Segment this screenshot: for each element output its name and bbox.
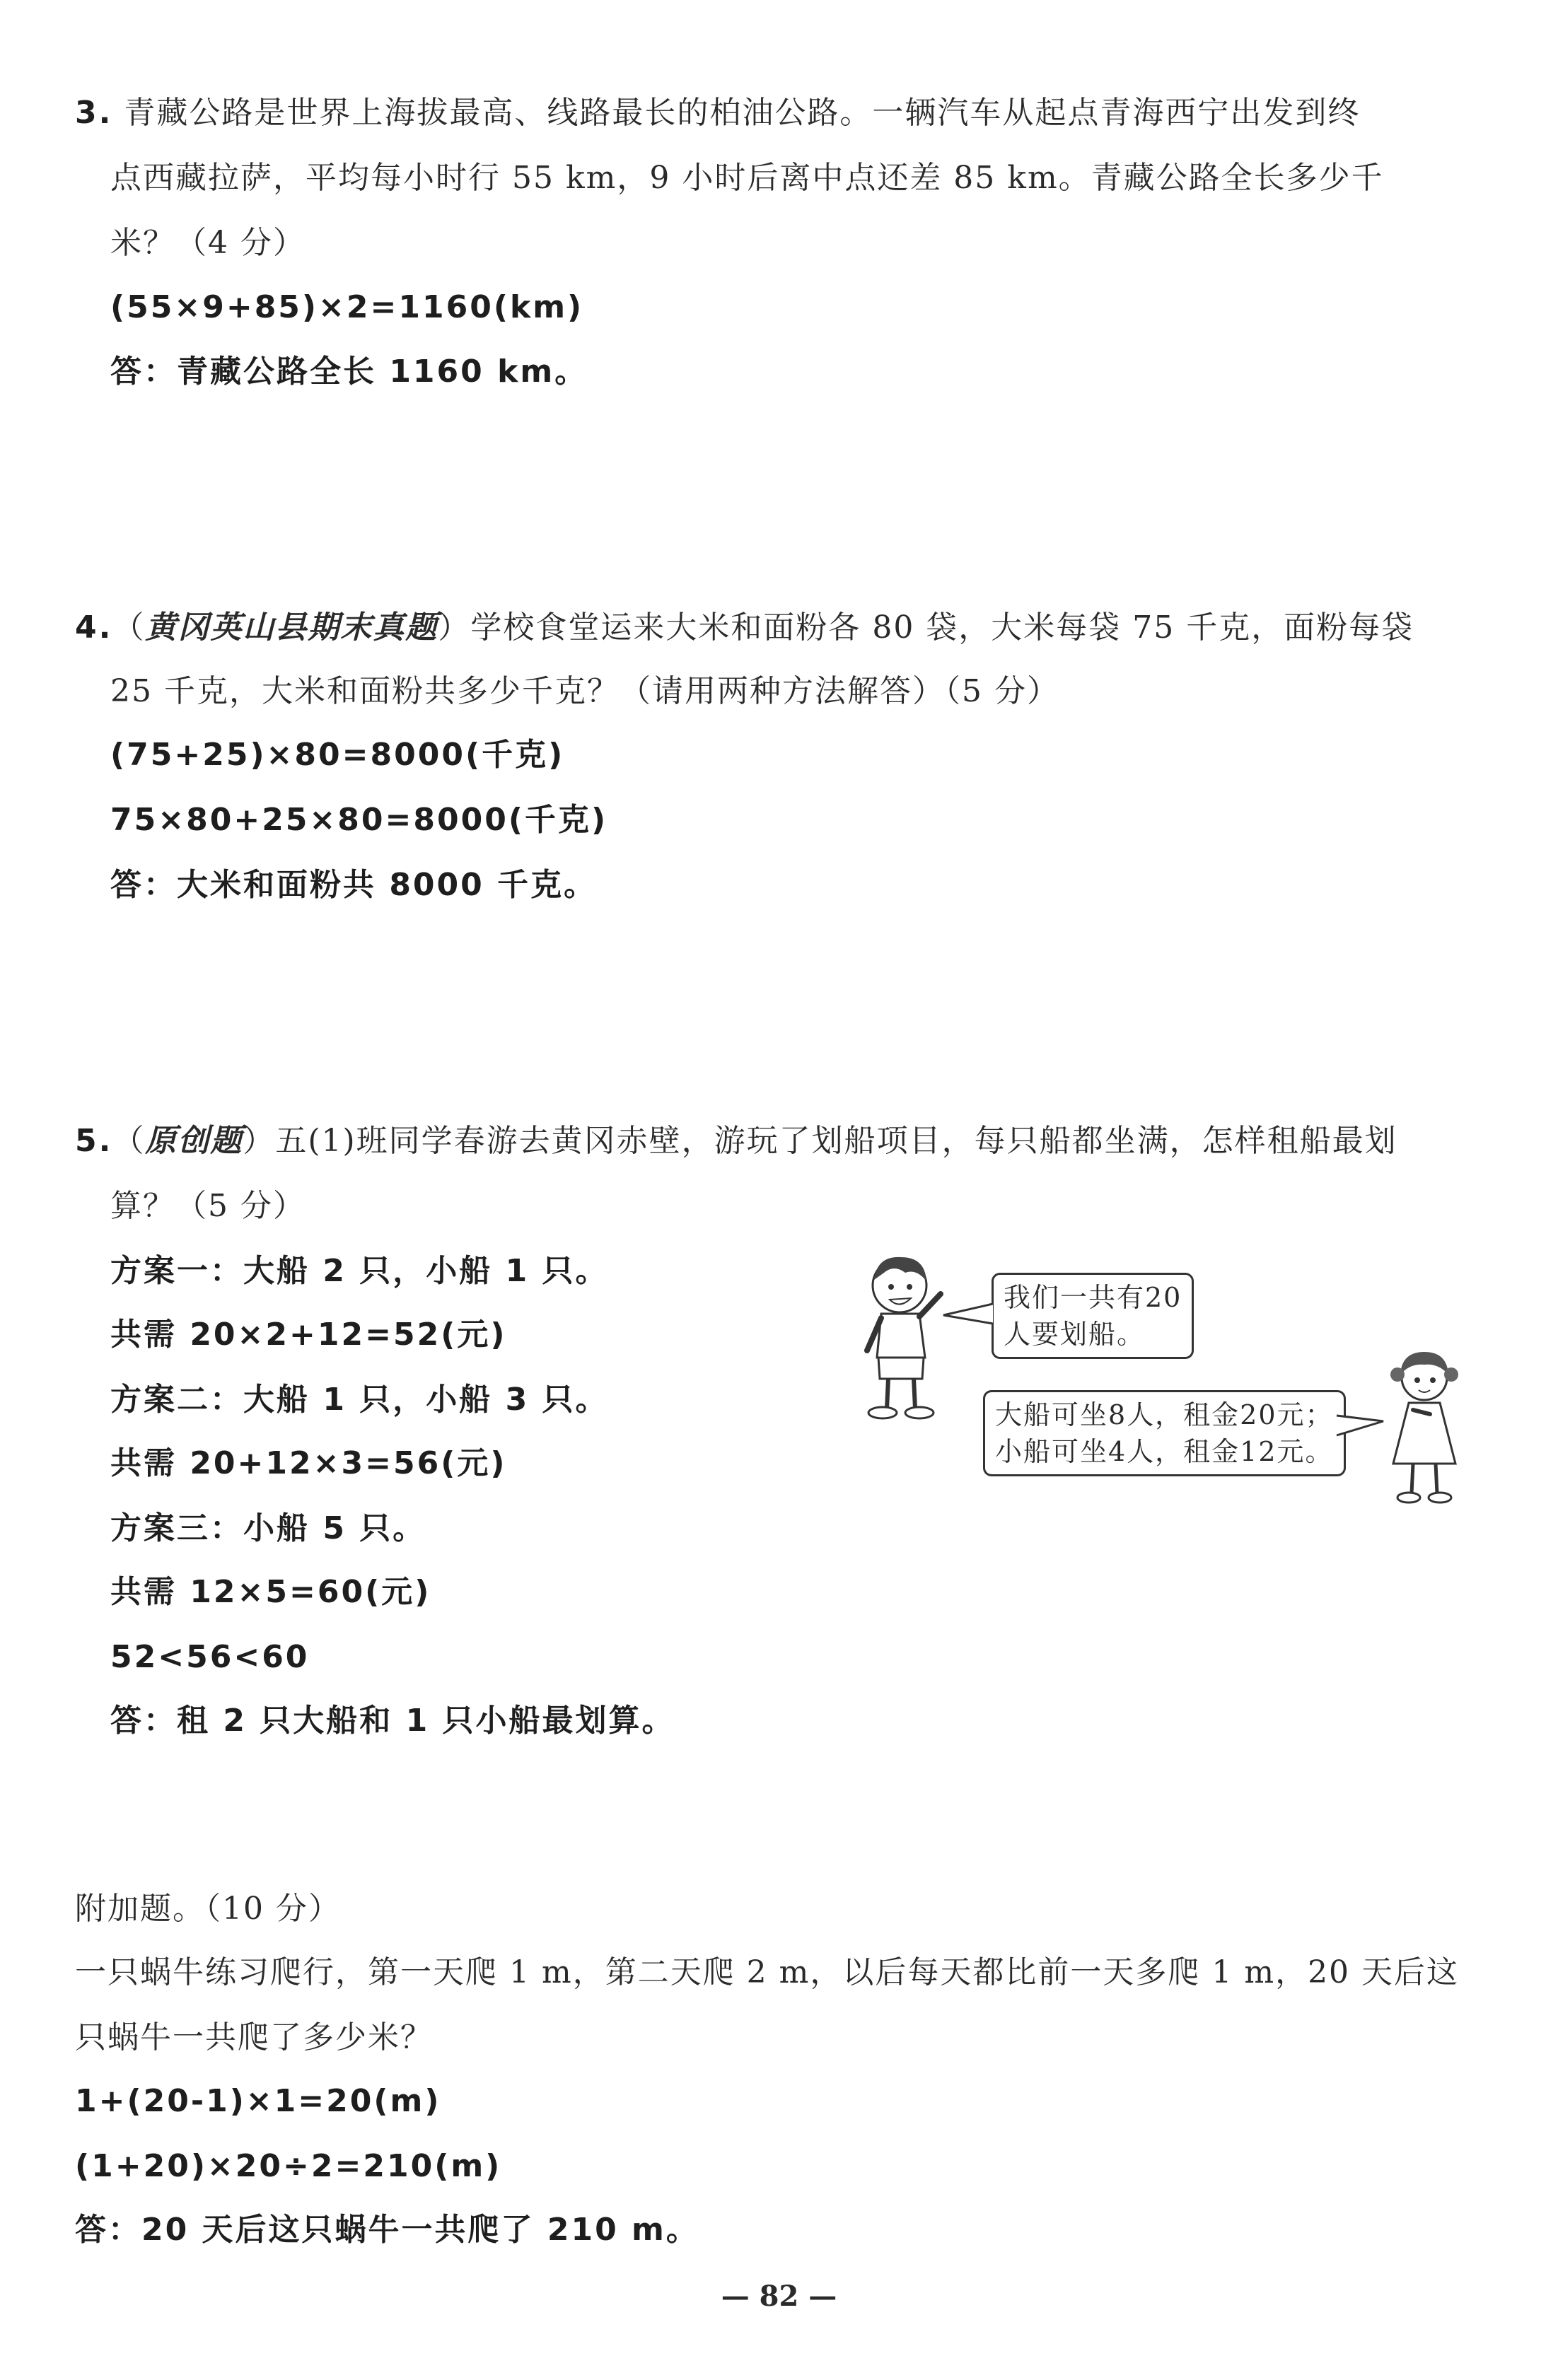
bonus-calculation-1: 1+(20-1)×1=20(m) — [75, 2083, 441, 2119]
q3-calculation: (55×9+85)×2=1160(km) — [110, 289, 584, 325]
q4-number: 4. — [75, 609, 113, 646]
q3-answer: 答：青藏公路全长 1160 km。 — [110, 354, 588, 390]
q5-plan-2: 方案二：大船 1 只，小船 3 只。 — [110, 1382, 609, 1418]
q4-text-line1: 学校食堂运来大米和面粉各 80 袋，大米每袋 75 千克，面粉每袋 — [470, 609, 1414, 646]
q3-number: 3. — [75, 95, 113, 131]
q4-text-line2: 25 千克，大米和面粉共多少千克？（请用两种方法解答）（5 分） — [110, 673, 1059, 709]
q3-text-line1: 青藏公路是世界上海拔最高、线路最长的柏油公路。一辆汽车从起点青海西宁出发到终 — [124, 95, 1361, 131]
boy-illustration — [849, 1252, 955, 1428]
q3-line1 — [75, 92, 1360, 134]
bonus-answer: 答：20 天后这只蜗牛一共爬了 210 m。 — [75, 2212, 699, 2248]
q5-calculation-2: 共需 20+12×3=56(元) — [110, 1445, 507, 1481]
girl-bubble-line2: 小船可坐4人，租金12元。 — [995, 1436, 1334, 1467]
boy-bubble-line1: 我们一共有20 — [1004, 1282, 1182, 1313]
girl-bubble-line1: 大船可坐8人，租金20元； — [995, 1399, 1334, 1430]
q5-plan-3: 方案三：小船 5 只。 — [110, 1510, 426, 1546]
bonus-text-line2: 只蜗牛一共爬了多少米？ — [75, 2019, 433, 2055]
q3-text-line2: 点西藏拉萨，平均每小时行 55 km，9 小时后离中点还差 85 km。青藏公路全长多少千 — [110, 160, 1384, 196]
boy-bubble-tail — [942, 1300, 994, 1328]
q5-comparison: 52<56<60 — [110, 1639, 310, 1675]
q4-calculation-1: (75+25)×80=8000(千克) — [110, 737, 565, 773]
girl-illustration — [1379, 1343, 1471, 1513]
q5-answer: 答：租 2 只大船和 1 只小船最划算。 — [110, 1703, 675, 1739]
q5-source-tag: 原创题 — [145, 1123, 243, 1159]
bonus-calculation-2: (1+20)×20÷2=210(m) — [75, 2148, 502, 2184]
q5-plan-1: 方案一：大船 2 只，小船 1 只。 — [110, 1253, 609, 1289]
bonus-text-line1: 一只蜗牛练习爬行，第一天爬 1 m，第二天爬 2 m，以后每天都比前一天多爬 1 m，20 天后这 — [75, 1954, 1460, 1990]
q4-line1: 4.（黄冈英山县期末真题）学校食堂运来大米和面粉各 80 袋，大米每袋 75 千克，面粉每袋 — [75, 609, 1414, 646]
q5-line1: 5.（原创题）五(1)班同学春游去黄冈赤壁，游玩了划船项目，每只船都坐满，怎样租船最划 — [75, 1123, 1397, 1159]
q4-source-tag: 黄冈英山县期末真题 — [145, 609, 438, 646]
q5-text-line2: 算？（5 分） — [110, 1188, 306, 1224]
q5-text-line1: 五(1)班同学春游去黄冈赤壁，游玩了划船项目，每只船都坐满，怎样租船最划 — [275, 1123, 1397, 1159]
q5-calculation-3: 共需 12×5=60(元) — [110, 1574, 431, 1610]
q5-number: 5. — [75, 1123, 113, 1159]
page-number: — 82 — — [721, 2280, 837, 2313]
boy-bubble-line2: 人要划船。 — [1004, 1319, 1146, 1350]
bonus-title: 附加题。（10 分） — [75, 1891, 341, 1927]
q4-calculation-2: 75×80+25×80=8000(千克) — [110, 802, 608, 838]
q3-text-line3: 米？（4 分） — [110, 225, 306, 261]
q5-calculation-1: 共需 20×2+12=52(元) — [110, 1317, 507, 1353]
girl-bubble-tail — [1335, 1411, 1385, 1440]
girl-speech-bubble — [983, 1390, 1346, 1476]
boy-speech-bubble — [992, 1273, 1194, 1359]
q4-answer: 答：大米和面粉共 8000 千克。 — [110, 867, 598, 903]
